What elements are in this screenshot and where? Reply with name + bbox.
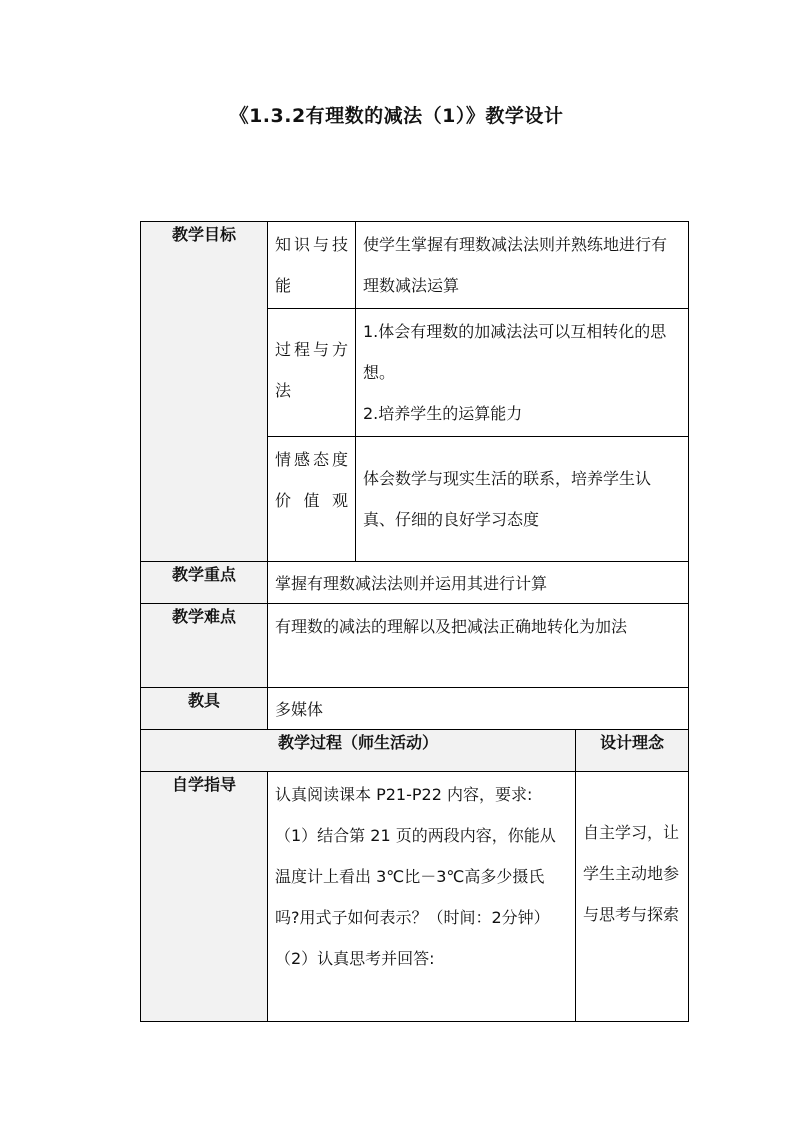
objective-process-line-2: 2.培养学生的运算能力: [363, 404, 523, 423]
key-point-value-cell: [268, 562, 689, 604]
process-activity-header: 教学过程（师生活动）: [277, 733, 438, 752]
self-study-content: [268, 772, 575, 981]
objective-sublabel-cell: [268, 222, 356, 309]
objectives-label-cell: [141, 222, 268, 562]
self-study-label-cell: [141, 772, 268, 1022]
objective-row-knowledge: [141, 222, 689, 309]
difficulty-label: 教学难点: [171, 607, 236, 626]
difficulty-value-cell: [268, 604, 689, 688]
objective-sublabel-cell: [268, 309, 356, 437]
difficulty-row: [141, 604, 689, 688]
self-study-content-cell: [268, 772, 576, 1022]
objective-process-line-1: 1.体会有理数的加减法法可以互相转化的思想。: [363, 322, 667, 382]
objective-content-cell: [356, 222, 689, 309]
objective-content-cell: [356, 309, 689, 437]
objective-content-process: [356, 309, 688, 436]
tools-value: 多媒体: [275, 700, 324, 719]
key-point-label-cell: [141, 562, 268, 604]
key-point-label: 教学重点: [171, 565, 236, 584]
objective-sublabel-knowledge: 知识与技能: [275, 235, 348, 295]
difficulty-label-cell: [141, 604, 268, 688]
objective-content-knowledge: 使学生掌握有理数减法法则并熟练地进行有理数减法运算: [363, 235, 668, 295]
objective-sublabel-process: 过程与方法: [275, 340, 348, 400]
process-header-row: [141, 730, 689, 772]
difficulty-value: 有理数的减法的理解以及把减法正确地转化为加法: [275, 617, 628, 636]
tools-label-cell: [141, 688, 268, 730]
objective-content-cell: [356, 437, 689, 562]
process-concept-header-cell: [576, 730, 689, 772]
document-title: 《1.3.2有理数的减法（1）》教学设计: [229, 105, 564, 127]
process-activity-header-cell: [141, 730, 576, 772]
key-point-row: [141, 562, 689, 604]
lesson-plan-table: [140, 221, 689, 1022]
tools-row: [141, 688, 689, 730]
self-study-row: [141, 772, 689, 1022]
self-study-concept-cell: [576, 772, 689, 1022]
process-concept-header: 设计理念: [600, 733, 665, 752]
self-study-line-3: （2）认真思考并回答:: [275, 949, 435, 968]
objective-sublabel-cell: [268, 437, 356, 562]
self-study-label: 自学指导: [171, 775, 236, 794]
key-point-value: 掌握有理数减法法则并运用其进行计算: [275, 574, 548, 593]
tools-label: 教具: [187, 691, 220, 710]
objectives-label: 教学目标: [171, 225, 236, 244]
self-study-concept: 自主学习，让学生主动地参与思考与探索: [583, 823, 680, 924]
objective-sublabel-emotion: 情感态度价值观: [275, 450, 348, 510]
objective-content-emotion: 体会数学与现实生活的联系，培养学生认真、仔细的良好学习态度: [363, 469, 652, 529]
tools-value-cell: [268, 688, 689, 730]
self-study-line-2: （1）结合第 21 页的两段内容，你能从温度计上看出 3℃比－3℃高多少摄氏吗?用式子如何表示？（时间：2分钟）: [275, 826, 556, 927]
self-study-line-1: 认真阅读课本 P21-P22 内容，要求:: [275, 785, 533, 804]
